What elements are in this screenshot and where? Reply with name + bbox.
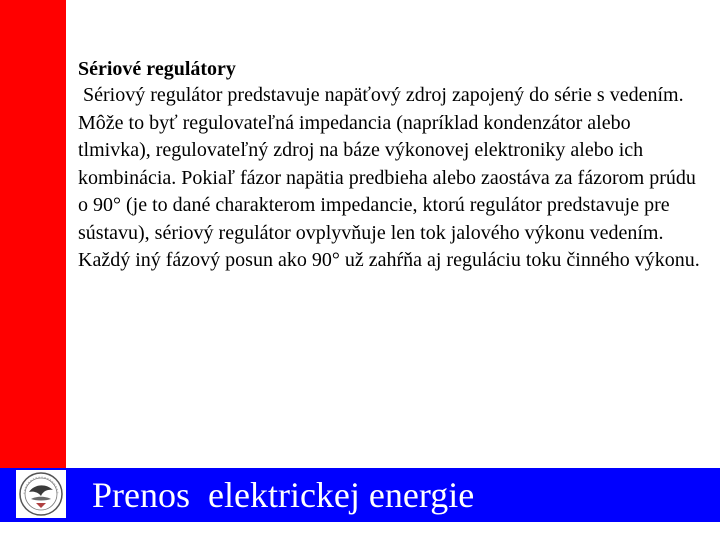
slide-heading: Sériové regulátory [78, 58, 236, 80]
footer-bottom-strip [0, 522, 720, 540]
slide-body-text: Sériový regulátor predstavuje napäťový zdroj zapojený do série s vedením. Môže to byť regulovateľná impedancia (napríklad kondenzátor alebo tlmivka), regulovateľný zdroj na báze výkonovej elektroniky alebo ich kombinácia. Pokiaľ fázor napätia predbieha alebo zaostáva za fázorom prúdu o 90° (je to dané charakterom impedancie, ktorú regulátor predstavuje pre sústavu), sériový regulátor ovplyvňuje len tok jalového výkonu vedením. Každý iný fázový posun ako 90° už zahŕňa aj reguláciu toku činného výkonu. [78, 84, 701, 271]
left-accent-bar [0, 0, 66, 540]
university-seal-icon [16, 470, 66, 518]
footer-title: Prenos elektrickej energie [92, 475, 475, 515]
slide-content [78, 56, 704, 275]
